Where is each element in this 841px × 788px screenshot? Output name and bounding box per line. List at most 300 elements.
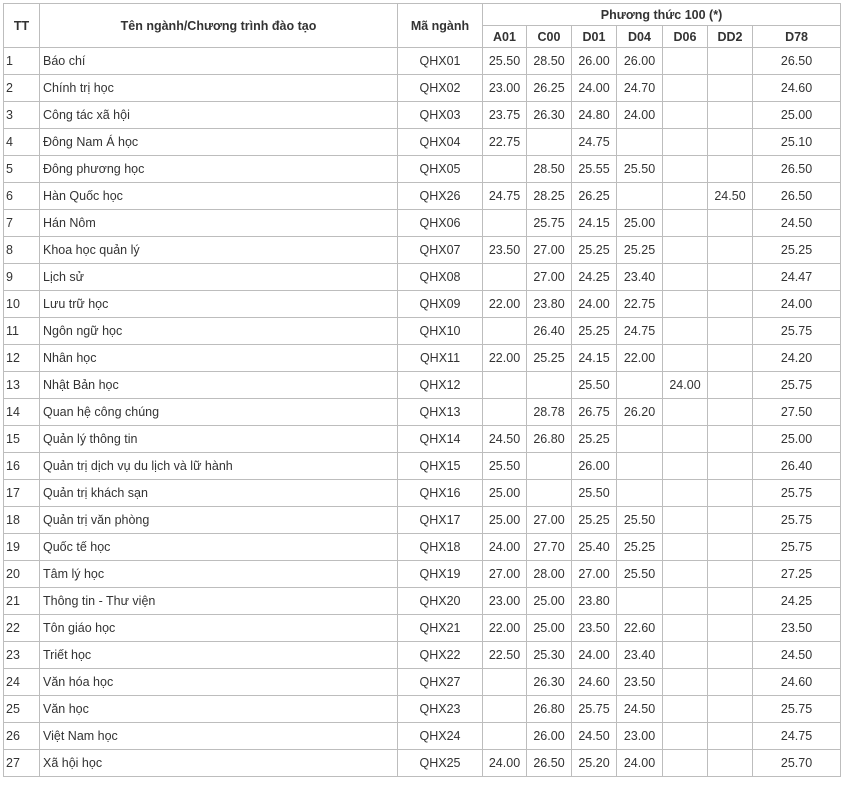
score-cell-c00: 25.00 (527, 615, 572, 642)
score-cell-a01: 25.00 (483, 480, 527, 507)
score-cell-d01: 24.00 (572, 75, 617, 102)
program-name: Tâm lý học (40, 561, 398, 588)
score-cell-a01: 23.00 (483, 75, 527, 102)
row-number: 12 (4, 345, 40, 372)
table-row (4, 399, 841, 426)
score-cell-d04: 24.70 (617, 75, 663, 102)
score-cell-d04: 23.40 (617, 642, 663, 669)
row-number: 9 (4, 264, 40, 291)
score-cell-dd2 (708, 534, 753, 561)
program-code: QHX16 (398, 480, 483, 507)
score-cell-d04: 23.40 (617, 264, 663, 291)
score-cell-c00: 26.40 (527, 318, 572, 345)
score-cell-d06 (663, 642, 708, 669)
score-cell-d04: 26.00 (617, 48, 663, 75)
score-cell-a01 (483, 318, 527, 345)
score-cell-d01: 25.20 (572, 750, 617, 777)
score-cell-c00: 25.30 (527, 642, 572, 669)
score-cell-dd2 (708, 345, 753, 372)
score-cell-d01: 24.15 (572, 345, 617, 372)
score-cell-c00: 26.50 (527, 750, 572, 777)
table-row (4, 102, 841, 129)
score-cell-d04: 25.00 (617, 210, 663, 237)
score-cell-c00: 28.78 (527, 399, 572, 426)
program-name: Hàn Quốc học (40, 183, 398, 210)
score-cell-c00: 26.30 (527, 669, 572, 696)
score-cell-d01: 26.75 (572, 399, 617, 426)
score-cell-d78: 25.25 (753, 237, 841, 264)
score-cell-d04: 22.00 (617, 345, 663, 372)
score-cell-a01: 24.00 (483, 534, 527, 561)
program-code: QHX19 (398, 561, 483, 588)
score-cell-d01: 24.25 (572, 264, 617, 291)
program-code: QHX21 (398, 615, 483, 642)
table-row (4, 210, 841, 237)
row-number: 13 (4, 372, 40, 399)
row-number: 22 (4, 615, 40, 642)
row-number: 17 (4, 480, 40, 507)
score-cell-d78: 26.50 (753, 48, 841, 75)
row-number: 14 (4, 399, 40, 426)
score-cell-d78: 25.75 (753, 696, 841, 723)
score-cell-a01: 22.50 (483, 642, 527, 669)
score-cell-d78: 25.75 (753, 372, 841, 399)
score-cell-dd2 (708, 696, 753, 723)
score-cell-d06 (663, 345, 708, 372)
score-cell-d01: 26.25 (572, 183, 617, 210)
score-cell-c00: 25.75 (527, 210, 572, 237)
row-number: 24 (4, 669, 40, 696)
score-cell-d04: 25.50 (617, 507, 663, 534)
row-number: 7 (4, 210, 40, 237)
score-cell-d06 (663, 156, 708, 183)
table-row (4, 750, 841, 777)
score-cell-d04: 24.75 (617, 318, 663, 345)
program-code: QHX25 (398, 750, 483, 777)
score-cell-d06 (663, 426, 708, 453)
score-cell-c00: 28.50 (527, 156, 572, 183)
score-cell-d78: 26.50 (753, 156, 841, 183)
program-code: QHX23 (398, 696, 483, 723)
score-cell-d06 (663, 399, 708, 426)
score-cell-d78: 24.00 (753, 291, 841, 318)
score-cell-c00: 27.00 (527, 264, 572, 291)
score-cell-c00: 28.00 (527, 561, 572, 588)
program-name: Văn hóa học (40, 669, 398, 696)
score-cell-a01: 24.50 (483, 426, 527, 453)
score-cell-d04 (617, 588, 663, 615)
program-name: Ngôn ngữ học (40, 318, 398, 345)
score-cell-d04: 25.25 (617, 534, 663, 561)
score-cell-d04: 24.50 (617, 696, 663, 723)
table-row (4, 264, 841, 291)
score-cell-a01 (483, 723, 527, 750)
score-cell-a01: 23.00 (483, 588, 527, 615)
header-combo-d78: D78 (753, 26, 841, 48)
score-cell-d01: 25.40 (572, 534, 617, 561)
score-cell-dd2 (708, 264, 753, 291)
score-cell-a01 (483, 264, 527, 291)
program-name: Quốc tế học (40, 534, 398, 561)
score-cell-d04: 24.00 (617, 102, 663, 129)
score-cell-c00 (527, 453, 572, 480)
score-cell-d04: 25.50 (617, 156, 663, 183)
program-code: QHX05 (398, 156, 483, 183)
score-cell-d06 (663, 507, 708, 534)
score-cell-d78: 24.75 (753, 723, 841, 750)
score-cell-d04: 24.00 (617, 750, 663, 777)
score-cell-d78: 25.75 (753, 318, 841, 345)
row-number: 1 (4, 48, 40, 75)
table-row (4, 156, 841, 183)
header-combo-d04: D04 (617, 26, 663, 48)
program-name: Quản trị khách sạn (40, 480, 398, 507)
program-code: QHX26 (398, 183, 483, 210)
table-body (4, 48, 841, 777)
score-cell-d06 (663, 264, 708, 291)
header-combo-c00: C00 (527, 26, 572, 48)
score-cell-d06 (663, 210, 708, 237)
score-cell-d06: 24.00 (663, 372, 708, 399)
table-row (4, 372, 841, 399)
score-cell-d06 (663, 183, 708, 210)
program-code: QHX10 (398, 318, 483, 345)
table-row (4, 507, 841, 534)
table-row (4, 453, 841, 480)
score-cell-c00: 26.80 (527, 696, 572, 723)
score-cell-d01: 24.00 (572, 642, 617, 669)
score-cell-a01: 22.75 (483, 129, 527, 156)
row-number: 10 (4, 291, 40, 318)
program-code: QHX17 (398, 507, 483, 534)
score-cell-dd2 (708, 318, 753, 345)
score-cell-d01: 25.25 (572, 237, 617, 264)
score-cell-d01: 24.15 (572, 210, 617, 237)
score-cell-a01: 25.00 (483, 507, 527, 534)
score-cell-a01 (483, 696, 527, 723)
score-cell-a01 (483, 156, 527, 183)
score-cell-d78: 24.60 (753, 669, 841, 696)
program-code: QHX04 (398, 129, 483, 156)
score-cell-dd2 (708, 588, 753, 615)
table-row (4, 426, 841, 453)
score-cell-d01: 25.75 (572, 696, 617, 723)
score-cell-d01: 24.80 (572, 102, 617, 129)
program-code: QHX11 (398, 345, 483, 372)
score-cell-a01: 25.50 (483, 453, 527, 480)
score-cell-d04: 22.75 (617, 291, 663, 318)
score-cell-d78: 25.00 (753, 426, 841, 453)
score-cell-d04: 25.50 (617, 561, 663, 588)
program-name: Chính trị học (40, 75, 398, 102)
row-number: 26 (4, 723, 40, 750)
score-cell-c00 (527, 129, 572, 156)
score-cell-d01: 25.50 (572, 480, 617, 507)
score-cell-d01: 23.50 (572, 615, 617, 642)
table-row (4, 48, 841, 75)
score-cell-c00: 26.25 (527, 75, 572, 102)
score-cell-d01: 24.50 (572, 723, 617, 750)
score-cell-dd2 (708, 156, 753, 183)
score-cell-c00: 25.25 (527, 345, 572, 372)
table-row (4, 291, 841, 318)
score-cell-d78: 26.50 (753, 183, 841, 210)
score-cell-d04: 26.20 (617, 399, 663, 426)
score-cell-d01: 24.60 (572, 669, 617, 696)
table-header (4, 4, 841, 48)
score-cell-d78: 25.75 (753, 534, 841, 561)
row-number: 20 (4, 561, 40, 588)
score-cell-a01: 25.50 (483, 48, 527, 75)
table-row (4, 696, 841, 723)
score-cell-d06 (663, 291, 708, 318)
table-row (4, 75, 841, 102)
program-code: QHX13 (398, 399, 483, 426)
score-cell-c00: 28.25 (527, 183, 572, 210)
table-row (4, 480, 841, 507)
score-cell-c00: 27.70 (527, 534, 572, 561)
row-number: 4 (4, 129, 40, 156)
score-cell-d04 (617, 183, 663, 210)
program-name: Hán Nôm (40, 210, 398, 237)
score-cell-d01: 26.00 (572, 48, 617, 75)
program-name: Triết học (40, 642, 398, 669)
score-cell-d78: 24.20 (753, 345, 841, 372)
score-cell-d06 (663, 588, 708, 615)
program-code: QHX07 (398, 237, 483, 264)
table-row (4, 669, 841, 696)
score-cell-dd2 (708, 102, 753, 129)
program-name: Lịch sử (40, 264, 398, 291)
score-cell-d78: 25.00 (753, 102, 841, 129)
score-cell-d06 (663, 480, 708, 507)
header-row-top (4, 4, 841, 26)
header-combo-d06: D06 (663, 26, 708, 48)
score-cell-dd2: 24.50 (708, 183, 753, 210)
score-cell-d04: 25.25 (617, 237, 663, 264)
score-cell-d04: 23.50 (617, 669, 663, 696)
score-cell-dd2 (708, 669, 753, 696)
score-cell-c00: 23.80 (527, 291, 572, 318)
table-row (4, 615, 841, 642)
table-row (4, 345, 841, 372)
score-cell-d78: 25.75 (753, 507, 841, 534)
score-cell-dd2 (708, 210, 753, 237)
score-cell-d04 (617, 480, 663, 507)
score-cell-d78: 24.50 (753, 642, 841, 669)
score-cell-dd2 (708, 723, 753, 750)
score-cell-d78: 27.50 (753, 399, 841, 426)
score-cell-dd2 (708, 561, 753, 588)
program-name: Quản lý thông tin (40, 426, 398, 453)
program-name: Quản trị dịch vụ du lịch và lữ hành (40, 453, 398, 480)
header-combo-d01: D01 (572, 26, 617, 48)
score-cell-d06 (663, 696, 708, 723)
score-cell-dd2 (708, 426, 753, 453)
program-code: QHX03 (398, 102, 483, 129)
score-cell-dd2 (708, 750, 753, 777)
score-cell-d06 (663, 615, 708, 642)
score-cell-d01: 25.25 (572, 426, 617, 453)
score-cell-dd2 (708, 615, 753, 642)
program-name: Quản trị văn phòng (40, 507, 398, 534)
score-cell-dd2 (708, 129, 753, 156)
program-name: Văn học (40, 696, 398, 723)
score-cell-dd2 (708, 453, 753, 480)
score-cell-a01 (483, 210, 527, 237)
table-row (4, 534, 841, 561)
program-code: QHX24 (398, 723, 483, 750)
score-cell-d78: 23.50 (753, 615, 841, 642)
score-cell-d06 (663, 129, 708, 156)
score-cell-c00: 28.50 (527, 48, 572, 75)
score-cell-d01: 23.80 (572, 588, 617, 615)
row-number: 19 (4, 534, 40, 561)
score-cell-a01 (483, 399, 527, 426)
row-number: 6 (4, 183, 40, 210)
program-code: QHX01 (398, 48, 483, 75)
score-cell-d06 (663, 561, 708, 588)
program-code: QHX06 (398, 210, 483, 237)
program-name: Thông tin - Thư viện (40, 588, 398, 615)
score-cell-d01: 25.55 (572, 156, 617, 183)
program-name: Đông Nam Á học (40, 129, 398, 156)
score-cell-c00 (527, 480, 572, 507)
program-code: QHX08 (398, 264, 483, 291)
score-cell-d06 (663, 237, 708, 264)
score-cell-a01: 24.75 (483, 183, 527, 210)
score-cell-d01: 24.75 (572, 129, 617, 156)
table-row (4, 129, 841, 156)
program-code: QHX02 (398, 75, 483, 102)
program-name: Quan hệ công chúng (40, 399, 398, 426)
score-cell-d01: 24.00 (572, 291, 617, 318)
score-cell-d01: 27.00 (572, 561, 617, 588)
score-cell-dd2 (708, 48, 753, 75)
score-cell-d78: 25.10 (753, 129, 841, 156)
score-cell-d06 (663, 534, 708, 561)
score-cell-a01: 22.00 (483, 291, 527, 318)
admission-scores-table (3, 3, 841, 777)
program-name: Khoa học quản lý (40, 237, 398, 264)
score-cell-dd2 (708, 480, 753, 507)
row-number: 11 (4, 318, 40, 345)
score-cell-d04: 22.60 (617, 615, 663, 642)
program-name: Nhật Bản học (40, 372, 398, 399)
score-cell-d04 (617, 426, 663, 453)
table-row (4, 561, 841, 588)
score-cell-d06 (663, 48, 708, 75)
program-code: QHX14 (398, 426, 483, 453)
score-cell-dd2 (708, 642, 753, 669)
score-cell-d01: 25.50 (572, 372, 617, 399)
program-name: Lưu trữ học (40, 291, 398, 318)
score-cell-a01: 22.00 (483, 615, 527, 642)
row-number: 15 (4, 426, 40, 453)
header-program-code: Mã ngành (398, 4, 483, 48)
score-cell-dd2 (708, 399, 753, 426)
header-combo-dd2: DD2 (708, 26, 753, 48)
row-number: 23 (4, 642, 40, 669)
score-cell-d01: 25.25 (572, 318, 617, 345)
score-cell-a01: 23.50 (483, 237, 527, 264)
score-cell-c00: 27.00 (527, 237, 572, 264)
program-code: QHX15 (398, 453, 483, 480)
row-number: 21 (4, 588, 40, 615)
table-row (4, 183, 841, 210)
row-number: 18 (4, 507, 40, 534)
score-cell-dd2 (708, 237, 753, 264)
score-cell-d01: 25.25 (572, 507, 617, 534)
program-name: Đông phương học (40, 156, 398, 183)
score-cell-c00 (527, 372, 572, 399)
header-method-100: Phương thức 100 (*) (483, 4, 841, 26)
score-cell-d78: 24.25 (753, 588, 841, 615)
score-cell-d06 (663, 723, 708, 750)
table-row (4, 723, 841, 750)
table-row (4, 588, 841, 615)
score-cell-d78: 24.50 (753, 210, 841, 237)
score-cell-a01 (483, 669, 527, 696)
score-cell-a01: 22.00 (483, 345, 527, 372)
program-name: Việt Nam học (40, 723, 398, 750)
row-number: 2 (4, 75, 40, 102)
program-name: Xã hội học (40, 750, 398, 777)
score-cell-dd2 (708, 75, 753, 102)
score-cell-d04: 23.00 (617, 723, 663, 750)
program-name: Nhân học (40, 345, 398, 372)
score-cell-c00: 27.00 (527, 507, 572, 534)
row-number: 25 (4, 696, 40, 723)
program-code: QHX09 (398, 291, 483, 318)
program-name: Báo chí (40, 48, 398, 75)
score-cell-a01: 27.00 (483, 561, 527, 588)
score-cell-d06 (663, 75, 708, 102)
score-cell-a01: 23.75 (483, 102, 527, 129)
row-number: 3 (4, 102, 40, 129)
score-cell-d78: 24.47 (753, 264, 841, 291)
row-number: 16 (4, 453, 40, 480)
score-cell-d01: 26.00 (572, 453, 617, 480)
header-tt: TT (4, 4, 40, 48)
header-program-name: Tên ngành/Chương trình đào tạo (40, 4, 398, 48)
score-cell-d06 (663, 750, 708, 777)
score-cell-d06 (663, 102, 708, 129)
program-code: QHX27 (398, 669, 483, 696)
score-cell-a01 (483, 372, 527, 399)
score-cell-d04 (617, 453, 663, 480)
program-name: Tôn giáo học (40, 615, 398, 642)
row-number: 8 (4, 237, 40, 264)
table-row (4, 318, 841, 345)
score-cell-dd2 (708, 372, 753, 399)
score-cell-d06 (663, 318, 708, 345)
score-cell-d06 (663, 669, 708, 696)
header-combo-a01: A01 (483, 26, 527, 48)
score-cell-c00: 26.80 (527, 426, 572, 453)
program-name: Công tác xã hội (40, 102, 398, 129)
program-code: QHX22 (398, 642, 483, 669)
score-cell-d78: 24.60 (753, 75, 841, 102)
score-cell-d78: 25.75 (753, 480, 841, 507)
score-cell-d04 (617, 372, 663, 399)
program-code: QHX12 (398, 372, 483, 399)
row-number: 27 (4, 750, 40, 777)
score-cell-d78: 25.70 (753, 750, 841, 777)
program-code: QHX18 (398, 534, 483, 561)
score-cell-d78: 26.40 (753, 453, 841, 480)
score-cell-d06 (663, 453, 708, 480)
